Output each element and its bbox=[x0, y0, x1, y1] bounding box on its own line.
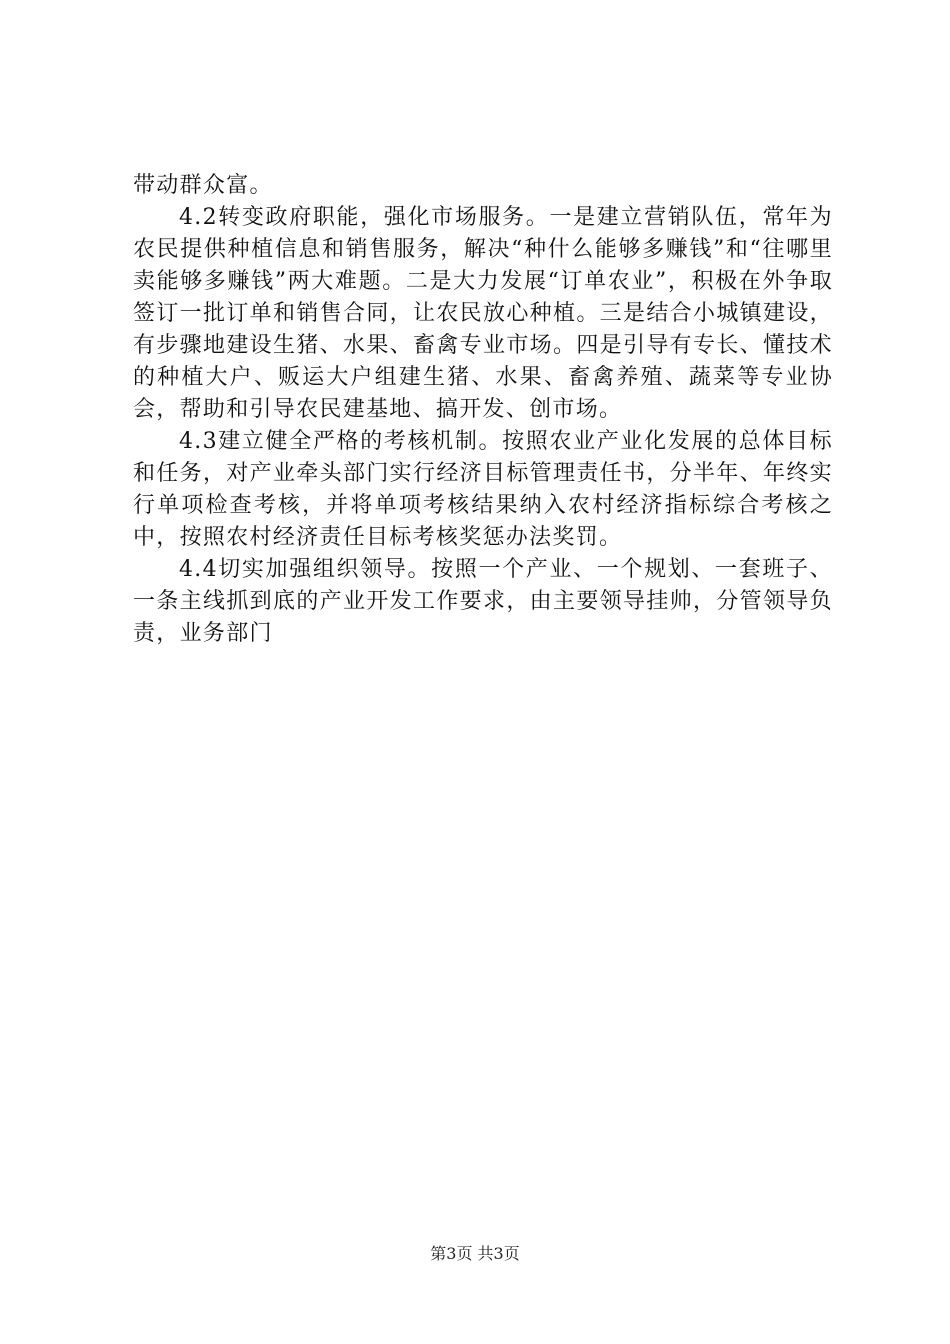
paragraph-continuation: 带动群众富。 bbox=[133, 173, 273, 198]
paragraph-4-3: 4.3建立健全严格的考核机制。按照农业产业化发展的总体目标和任务，对产业牵头部门实行经济目标管理责任书，分半年、年终实行单项检查考核，并将单项考核结果纳入农村经济指标综合考核之中，按照农村经济责任目标考核奖惩办法奖罚。 bbox=[133, 429, 833, 550]
paragraph-4-4: 4.4切实加强组织领导。按照一个产业、一个规划、一套班子、一条主线抓到底的产业开发工作要求，由主要领导挂帅，分管领导负责，业务部门 bbox=[133, 557, 833, 646]
page-footer: 第3页 共3页 bbox=[430, 1244, 520, 1263]
document-body bbox=[133, 170, 833, 650]
paragraph-4-2: 4.2转变政府职能，强化市场服务。一是建立营销队伍，常年为农民提供种植信息和销售服务，解决“种什么能够多赚钱”和“往哪里卖能够多赚钱”两大难题。二是大力发展“订单农业”，积极在外争取签订一批订单和销售合同，让农民放心种植。三是结合小城镇建设，有步骤地建设生猪、水果、畜禽专业市场。四是引导有专长、懂技术的种植大户、贩运大户组建生猪、水果、畜禽养殖、蔬菜等专业协会，帮助和引导农民建基地、搞开发、创市场。 bbox=[133, 205, 833, 422]
